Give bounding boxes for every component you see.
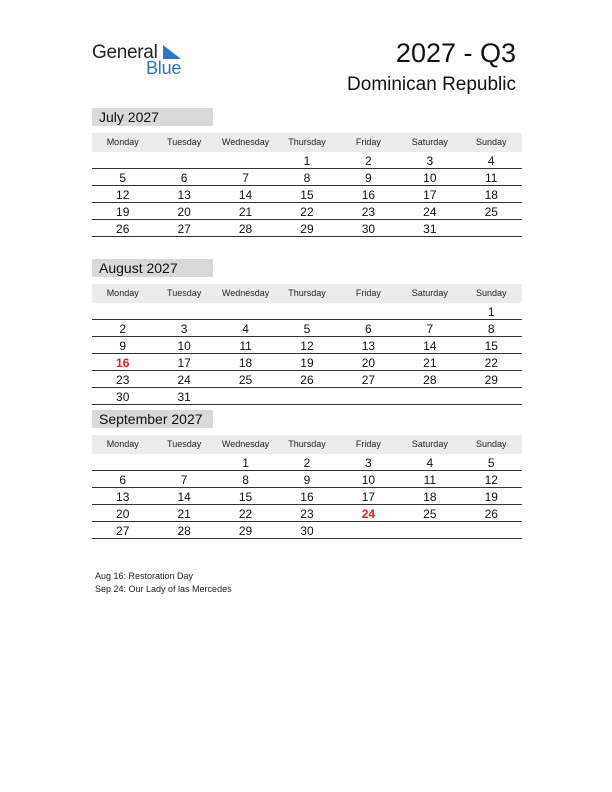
weekday-label: Sunday [475, 288, 507, 298]
day-cell: 11 [239, 339, 252, 353]
day-cell: 3 [180, 322, 188, 336]
empty-cell [215, 152, 276, 168]
weekday-label: Wednesday [221, 288, 270, 298]
day-cell: 23 [361, 205, 376, 219]
day-cell: 9 [365, 171, 372, 185]
empty-cell [338, 388, 399, 404]
week-row [92, 505, 522, 522]
day-cell: 7 [242, 171, 249, 185]
empty-cell [92, 303, 153, 319]
day-cell: 1 [242, 456, 249, 470]
empty-cell [399, 388, 460, 404]
weekday-label: Sunday [475, 137, 507, 147]
day-cell: 9 [303, 473, 311, 487]
day-cell: 6 [180, 171, 188, 185]
day-cell: 15 [238, 490, 253, 504]
day-cell: 22 [238, 507, 253, 521]
week-row [92, 169, 522, 186]
day-cell: 3 [365, 456, 372, 470]
weekday-label: Thursday [288, 439, 326, 449]
day-cell: 4 [426, 456, 434, 470]
day-cell: 26 [484, 507, 498, 521]
weekday-label: Friday [355, 439, 381, 449]
day-cell: 13 [361, 339, 376, 353]
holiday-day-cell: 16 [116, 356, 130, 370]
day-cell: 8 [242, 473, 249, 487]
week-row [92, 320, 522, 337]
weekday-label: Wednesday [221, 137, 270, 147]
day-cell: 1 [487, 305, 495, 319]
day-cell: 28 [423, 373, 437, 387]
day-cell: 25 [484, 205, 498, 219]
day-cell: 18 [423, 490, 437, 504]
day-cell: 16 [300, 490, 314, 504]
weekday-label: Tuesday [167, 288, 202, 298]
logo-general-text: General [92, 42, 158, 63]
empty-cell [338, 303, 399, 319]
week-row [92, 220, 522, 237]
day-cell: 29 [484, 373, 498, 387]
month-july [92, 108, 522, 237]
day-cell: 27 [361, 373, 376, 387]
empty-cell [153, 303, 214, 319]
weekday-label: Monday [106, 137, 139, 147]
day-cell: 24 [177, 373, 191, 387]
logo-blue-text: Blue [146, 58, 182, 78]
day-cell: 15 [484, 339, 498, 353]
day-cell: 8 [303, 171, 311, 185]
month-august [92, 259, 522, 405]
day-cell: 20 [116, 507, 130, 521]
empty-cell [92, 454, 153, 470]
day-cell: 20 [177, 205, 191, 219]
empty-cell [276, 388, 337, 404]
day-cell: 19 [484, 490, 498, 504]
day-cell: 26 [116, 222, 130, 236]
week-row [92, 488, 522, 505]
day-cell: 11 [485, 171, 498, 185]
weekday-header [92, 435, 522, 454]
page-title: 2027 - Q3 [395, 38, 516, 68]
day-cell: 7 [426, 322, 434, 336]
day-cell: 15 [300, 188, 314, 202]
week-row [92, 471, 522, 488]
day-cell: 17 [423, 188, 437, 202]
day-cell: 18 [484, 188, 498, 202]
weekday-label: Monday [106, 288, 139, 298]
week-row [92, 186, 522, 203]
logo [92, 42, 192, 82]
day-cell: 12 [116, 188, 130, 202]
week-row [92, 388, 522, 405]
day-cell: 30 [116, 390, 130, 404]
weekday-label: Monday [106, 439, 139, 449]
day-cell: 7 [180, 473, 188, 487]
day-cell: 3 [426, 154, 434, 168]
day-cell: 2 [119, 322, 127, 336]
week-row [92, 152, 522, 169]
day-cell: 20 [361, 356, 376, 370]
empty-cell [461, 388, 522, 404]
weekday-label: Friday [355, 288, 381, 298]
weekday-label: Saturday [411, 439, 448, 449]
day-cell: 2 [303, 456, 311, 470]
empty-cell [153, 152, 214, 168]
weekday-label: Sunday [475, 439, 507, 449]
day-cell: 27 [177, 222, 191, 236]
day-cell: 5 [487, 456, 495, 470]
day-cell: 30 [300, 524, 314, 538]
empty-cell [399, 522, 460, 538]
day-cell: 12 [484, 473, 498, 487]
week-row [92, 354, 522, 371]
country-name: Dominican Republic [347, 74, 516, 95]
day-cell: 21 [177, 507, 191, 521]
day-cell: 10 [361, 473, 376, 487]
day-cell: 9 [119, 339, 127, 353]
day-cell: 31 [423, 222, 437, 236]
day-cell: 5 [303, 322, 311, 336]
day-cell: 10 [423, 171, 437, 185]
day-cell: 17 [361, 490, 376, 504]
day-cell: 14 [423, 339, 437, 353]
day-cell: 14 [238, 188, 253, 202]
day-cell: 19 [300, 356, 314, 370]
day-cell: 17 [177, 356, 191, 370]
weekday-label: Thursday [288, 288, 326, 298]
day-cell: 24 [423, 205, 437, 219]
weekday-label: Thursday [288, 137, 326, 147]
day-cell: 4 [487, 154, 495, 168]
day-cell: 4 [242, 322, 249, 336]
day-cell: 14 [177, 490, 191, 504]
empty-cell [461, 522, 522, 538]
day-cell: 23 [300, 507, 314, 521]
day-cell: 10 [177, 339, 191, 353]
day-cell: 27 [116, 524, 130, 538]
weekday-label: Tuesday [167, 137, 202, 147]
day-cell: 25 [238, 373, 253, 387]
weekday-label: Saturday [411, 288, 448, 298]
empty-cell [92, 152, 153, 168]
week-row [92, 522, 522, 539]
day-cell: 1 [303, 154, 311, 168]
day-cell: 31 [177, 390, 191, 404]
holiday-day-cell: 24 [361, 507, 376, 521]
day-cell: 11 [423, 473, 437, 487]
week-row [92, 337, 522, 354]
day-cell: 28 [238, 222, 253, 236]
weeks [92, 152, 522, 237]
day-cell: 18 [238, 356, 253, 370]
empty-cell [399, 303, 460, 319]
empty-cell [461, 220, 522, 236]
month-label: September 2027 [92, 410, 213, 428]
weekday-header [92, 284, 522, 303]
month-label: July 2027 [92, 108, 213, 126]
week-row [92, 371, 522, 388]
weekday-label: Tuesday [167, 439, 202, 449]
weekday-label: Friday [355, 137, 381, 147]
week-row [92, 203, 522, 220]
week-row [92, 454, 522, 471]
day-cell: 26 [300, 373, 314, 387]
weeks [92, 303, 522, 405]
weeks [92, 454, 522, 539]
holiday-note: Sep 24: Our Lady of las Mercedes [95, 584, 232, 594]
day-cell: 6 [119, 473, 127, 487]
month-september [92, 410, 522, 539]
holiday-notes [95, 570, 232, 596]
empty-cell [153, 454, 214, 470]
day-cell: 8 [487, 322, 495, 336]
day-cell: 25 [423, 507, 437, 521]
month-label: August 2027 [92, 259, 213, 277]
empty-cell [338, 522, 399, 538]
day-cell: 19 [116, 205, 130, 219]
holiday-note: Aug 16: Restoration Day [95, 571, 194, 581]
week-row [92, 303, 522, 320]
day-cell: 13 [177, 188, 191, 202]
empty-cell [276, 303, 337, 319]
day-cell: 30 [361, 222, 376, 236]
day-cell: 22 [484, 356, 498, 370]
day-cell: 28 [177, 524, 191, 538]
day-cell: 29 [300, 222, 314, 236]
day-cell: 2 [365, 154, 372, 168]
day-cell: 5 [119, 171, 127, 185]
day-cell: 12 [300, 339, 314, 353]
weekday-label: Wednesday [221, 439, 270, 449]
day-cell: 29 [238, 524, 253, 538]
day-cell: 21 [238, 205, 253, 219]
empty-cell [215, 388, 276, 404]
weekday-header [92, 133, 522, 152]
weekday-label: Saturday [411, 137, 448, 147]
empty-cell [215, 303, 276, 319]
day-cell: 22 [300, 205, 314, 219]
day-cell: 21 [423, 356, 437, 370]
day-cell: 13 [116, 490, 130, 504]
day-cell: 6 [365, 322, 372, 336]
day-cell: 16 [361, 188, 376, 202]
day-cell: 23 [116, 373, 130, 387]
